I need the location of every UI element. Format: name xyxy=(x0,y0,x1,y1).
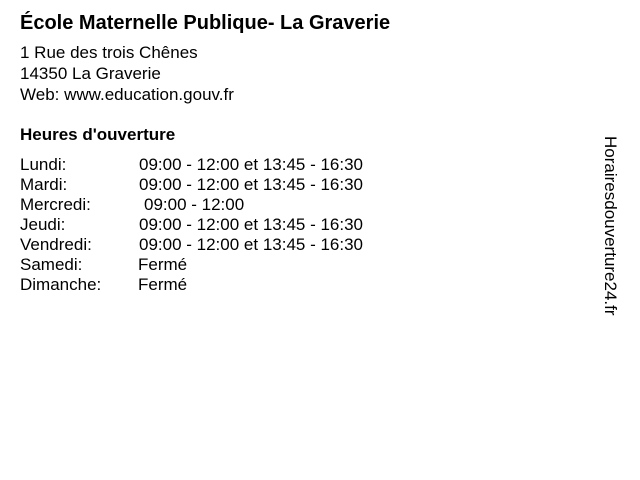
opening-hours-table xyxy=(20,155,580,295)
opening-hours-heading: Heures d'ouverture xyxy=(20,125,176,144)
address-city: 14350 La Graverie xyxy=(20,64,161,83)
hours-row-mardi xyxy=(20,175,580,195)
day-label: Lundi: xyxy=(20,155,67,174)
day-hours: 09:00 - 12:00 et 13:45 - 16:30 xyxy=(139,215,364,234)
day-hours: Fermé xyxy=(138,255,188,274)
day-hours: 09:00 - 12:00 et 13:45 - 16:30 xyxy=(139,175,364,194)
day-hours: Fermé xyxy=(138,275,188,294)
day-label: Vendredi: xyxy=(20,235,92,254)
hours-row-dimanche xyxy=(20,275,580,295)
website-link[interactable]: Web: www.education.gouv.fr xyxy=(20,85,234,104)
hours-row-samedi xyxy=(20,255,580,275)
day-hours: 09:00 - 12:00 et 13:45 - 16:30 xyxy=(139,235,364,254)
day-hours: 09:00 - 12:00 xyxy=(144,195,245,214)
day-label: Samedi: xyxy=(20,255,83,274)
day-hours: 09:00 - 12:00 et 13:45 - 16:30 xyxy=(139,155,364,174)
day-label: Mardi: xyxy=(20,175,68,194)
school-name: École Maternelle Publique- La Graverie xyxy=(20,12,391,34)
address-street: 1 Rue des trois Chênes xyxy=(20,43,198,62)
day-label: Dimanche: xyxy=(20,275,102,294)
school-card xyxy=(20,10,580,295)
day-label: Jeudi: xyxy=(20,215,66,234)
hours-row-vendredi xyxy=(20,235,580,255)
day-label: Mercredi: xyxy=(20,195,91,214)
hours-row-mercredi xyxy=(20,195,580,215)
site-watermark: Horairesdouverture24.fr xyxy=(601,136,620,316)
hours-row-jeudi xyxy=(20,215,580,235)
address-block xyxy=(20,42,580,105)
hours-row-lundi xyxy=(20,155,580,175)
